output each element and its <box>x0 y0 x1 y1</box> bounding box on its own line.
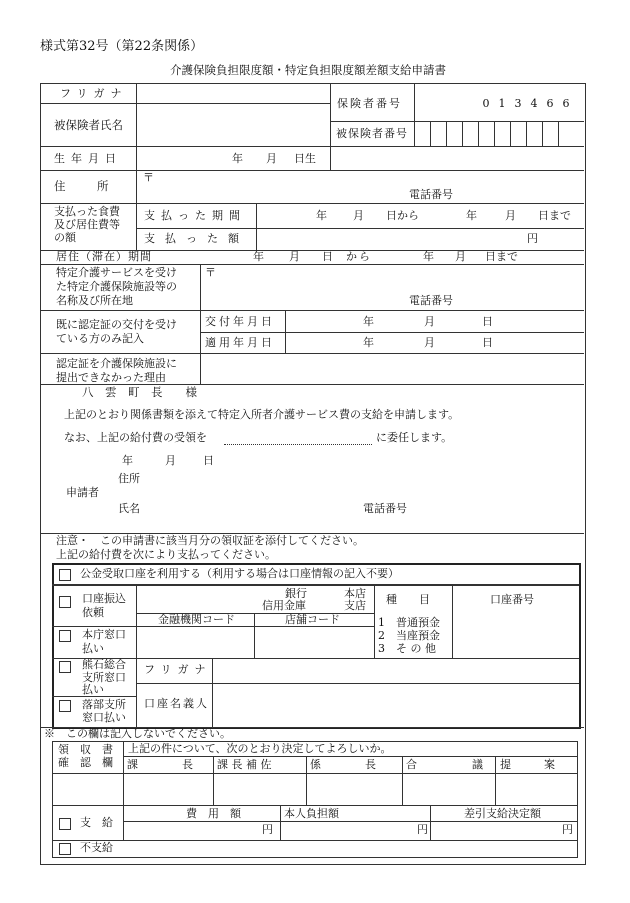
facility-label: 特定介護サービスを受け た特定介護保険施設等の 名称及び所在地 <box>56 266 177 307</box>
office-note: ※ この欄は記入しないでください。 <box>44 727 231 740</box>
self-pay-label: 本人負担額 <box>284 807 339 820</box>
apply-month: 月 <box>424 336 435 349</box>
applicant-label: 申請者 <box>66 486 99 499</box>
approval-teian: 提 案 <box>500 758 555 771</box>
issue-day: 日 <box>482 315 493 328</box>
otoshibe-checkbox[interactable] <box>59 700 71 712</box>
nopay-label: 不支給 <box>80 841 113 854</box>
main-branch-suffix: 本店 <box>344 587 366 600</box>
address-label: 住 所 <box>54 179 119 193</box>
page-title: 介護保険負担限度額・特定負担限度額差額支給申請書 <box>170 63 446 77</box>
furigana-label: フリガナ <box>60 87 128 100</box>
applicant-phone-label: 電話番号 <box>363 502 407 515</box>
account-type-label: 種 目 <box>386 593 430 606</box>
public-account-checkbox[interactable] <box>59 569 71 581</box>
otoshibe-label: 落部支所 窓口払い <box>82 698 126 724</box>
approval-kacho: 課 長 <box>127 758 193 771</box>
net-yen: 円 <box>562 823 573 836</box>
insured-no-label: 被保険者番号 <box>336 127 408 140</box>
applicant-name-label: 氏名 <box>118 502 140 515</box>
cannot-submit-label: 認定証を介護保険施設に 提出できなかった理由 <box>56 357 177 384</box>
stay-d1: 日 <box>322 250 333 263</box>
transfer-checkbox[interactable] <box>59 596 71 608</box>
birth-month: 月 <box>266 152 277 165</box>
net-label: 差引支給決定額 <box>464 807 541 820</box>
branch-code-label: 店舗コード <box>285 613 340 626</box>
issue-year: 年 <box>363 315 374 328</box>
declaration: 上記のとおり関係書類を添えて特定入所者介護サービス費の支給を申請します。 <box>64 408 460 421</box>
stay-y2: 年 <box>423 250 434 263</box>
holder-label: 口座名義人 <box>144 697 209 710</box>
addressee: 八 雲 町 長 様 <box>82 385 197 399</box>
delegate-field[interactable] <box>224 444 372 445</box>
nopay-checkbox[interactable] <box>59 843 71 855</box>
approval-gogi: 合 議 <box>406 758 483 771</box>
approval-kakaricho: 係 長 <box>310 758 376 771</box>
insurer-no-label: 保険者番号 <box>337 97 402 110</box>
pay-label: 支 給 <box>80 816 113 829</box>
applicant-address-label: 住所 <box>118 472 140 485</box>
apply-year: 年 <box>363 336 374 349</box>
insured-no-field[interactable] <box>415 122 583 145</box>
stay-m1: 月 <box>289 250 300 263</box>
pay-checkbox[interactable] <box>59 818 71 830</box>
facility-postal-mark: 〒 <box>205 266 216 279</box>
kumaishi-label: 熊石総合 支所窓口 払い <box>82 658 126 696</box>
paid-amount-yen: 円 <box>527 232 538 245</box>
bank-suffix: 銀行 <box>285 587 307 600</box>
account-types: 1 普通預金 2 当座預金 3 そ の 他 <box>378 616 440 655</box>
postal-mark: 〒 <box>143 171 154 184</box>
payment-box <box>52 563 581 729</box>
kumaishi-checkbox[interactable] <box>59 661 71 673</box>
delegation-post: に委任します。 <box>376 431 453 444</box>
paid-period-label: 支払った期間 <box>144 209 246 222</box>
stay-label: 居住（滞在）期間 <box>56 250 152 263</box>
honcho-label: 本庁窓口 払い <box>82 628 126 655</box>
paid-period-y2: 年 <box>466 209 477 222</box>
insured-name-field[interactable] <box>138 104 328 144</box>
paid-period-y1: 年 <box>316 209 327 222</box>
note-payment: 上記の給付費を次により支払ってください。 <box>56 548 276 561</box>
stay-m2: 月 <box>455 250 466 263</box>
cost-label: 費 用 額 <box>186 807 241 820</box>
paid-period-d2: 日まで <box>538 209 571 222</box>
apply-day: 日 <box>482 336 493 349</box>
birth-day: 日生 <box>294 152 316 165</box>
note-receipt: 注意・ この申請書に該当月分の領収証を添付してください。 <box>56 534 364 547</box>
apply-date-month: 月 <box>165 454 176 467</box>
paid-period-d1: 日から <box>386 209 419 222</box>
paid-amount-label: 支払った額 <box>144 232 249 245</box>
shinkin-suffix: 信用金庫 <box>262 599 306 612</box>
stay-y1: 年 <box>253 250 264 263</box>
apply-date-year: 年 <box>122 454 133 467</box>
branch-suffix: 支店 <box>344 599 366 612</box>
certified-label: 既に認定証の交付を受け ている方のみ記入 <box>56 318 177 345</box>
apply-date-day: 日 <box>203 454 214 467</box>
transfer-label: 口座振込 依頼 <box>82 592 126 619</box>
bank-code-label: 金融機関コード <box>158 613 235 626</box>
birth-label: 生年月日 <box>54 152 122 165</box>
decision-text: 上記の件について、次のとおり決定してよろしいか。 <box>128 742 392 755</box>
issue-month: 月 <box>424 315 435 328</box>
insurer-no: 0 1 3 4 6 6 <box>482 97 570 110</box>
delegation-pre: なお、上記の給付費の受領を <box>64 431 207 444</box>
issue-date-label: 交付年月日 <box>205 315 275 328</box>
paid-label: 支払った食費 及び居住費等 の額 <box>54 205 120 244</box>
address-phone-label: 電話番号 <box>409 188 453 201</box>
stay-from: から <box>346 250 372 263</box>
cost-yen: 円 <box>262 823 273 836</box>
birth-year: 年 <box>232 152 243 165</box>
stay-d2: 日まで <box>485 250 518 263</box>
apply-date-label: 適用年月日 <box>205 336 275 349</box>
self-pay-yen: 円 <box>417 823 428 836</box>
public-account-label: 公金受取口座を利用する（利用する場合は口座情報の記入不要） <box>80 567 399 580</box>
cannot-submit-field[interactable] <box>201 354 583 383</box>
paid-period-m2: 月 <box>505 209 516 222</box>
paid-period-m1: 月 <box>353 209 364 222</box>
approval-hosa: 課 長 補 佐 <box>217 758 272 771</box>
receipt-label: 領 収 書 確 認 欄 <box>58 743 113 769</box>
facility-phone-label: 電話番号 <box>409 294 453 307</box>
honcho-checkbox[interactable] <box>59 630 71 642</box>
insured-name-label: 被保険者氏名 <box>54 118 123 132</box>
form-number: 様式第32号（第22条関係） <box>40 39 204 54</box>
account-no-label: 口座番号 <box>490 593 534 606</box>
account-furigana-label: フリガナ <box>144 663 212 676</box>
